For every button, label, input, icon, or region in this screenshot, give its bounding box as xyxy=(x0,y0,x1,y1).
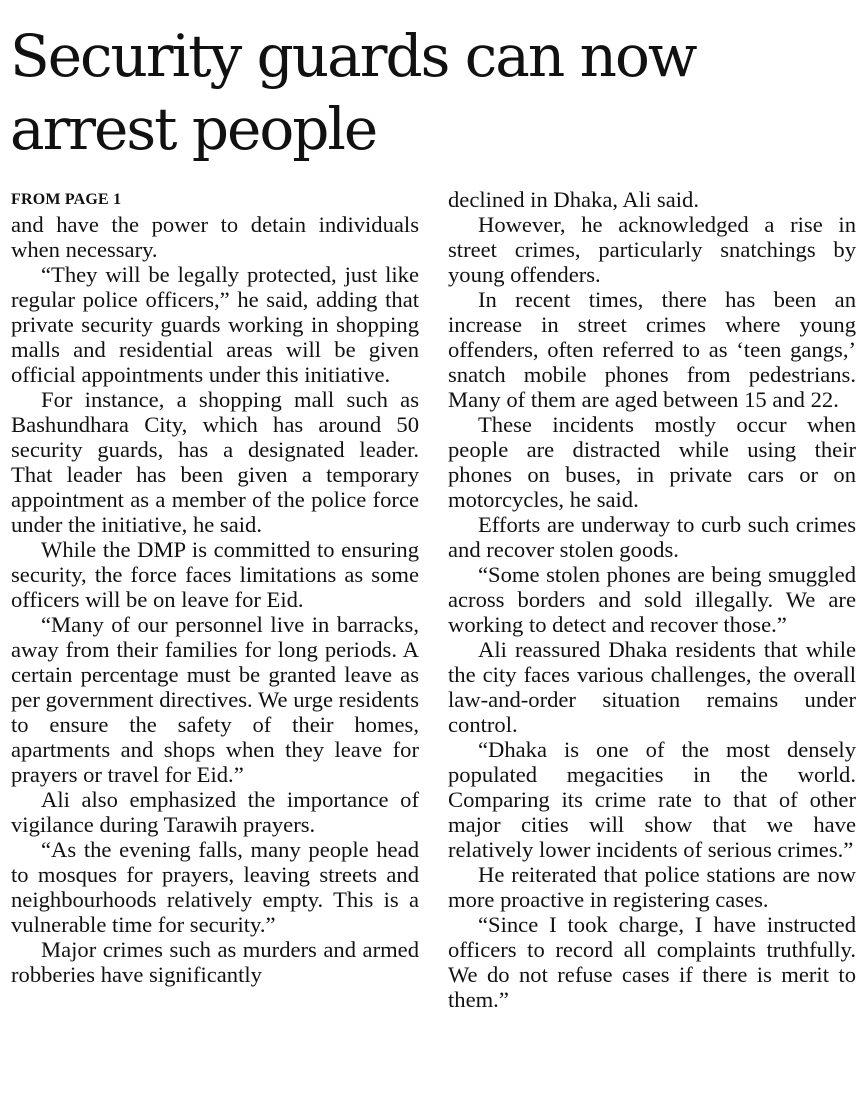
paragraph: In recent times, there has been an increase in street crimes where young offenders, often referred to as ‘teen gangs,’ snatch mobile phones from pedestrians. Many of them are aged between 15 and 22. xyxy=(448,287,856,412)
paragraph: For instance, a shopping mall such as Bashundhara City, which has around 50 security guards, has a designated leader. That leader has been given a temporary appointment as a member of the police force under the initiative, he said. xyxy=(11,387,419,537)
paragraph: “Dhaka is one of the most densely populated megacities in the world. Comparing its crime rate to that of other major cities will show that we have relatively lower incidents of serious crimes.” xyxy=(448,737,856,862)
paragraph: Ali also emphasized the importance of vigilance during Tarawih prayers. xyxy=(11,787,419,837)
paragraph: Ali reassured Dhaka residents that while the city faces various challenges, the overall law-and-order situation remains under control. xyxy=(448,637,856,737)
paragraph: While the DMP is committed to ensuring security, the force faces limitations as some officers will be on leave for Eid. xyxy=(11,537,419,612)
headline: Security guards can now arrest people xyxy=(10,22,696,163)
paragraph: He reiterated that police stations are now more proactive in registering cases. xyxy=(448,862,856,912)
paragraph: Efforts are underway to curb such crimes and recover stolen goods. xyxy=(448,512,856,562)
paragraph: These incidents mostly occur when people are distracted while using their phones on buses, in private cars or on motorcycles, he said. xyxy=(448,412,856,512)
paragraph: “Some stolen phones are being smuggled across borders and sold illegally. We are working to detect and recover those.” xyxy=(448,562,856,637)
paragraph: “They will be legally protected, just like regular police officers,” he said, adding that private security guards working in shopping malls and residential areas will be given official appointments under this initiative. xyxy=(11,262,419,387)
article-column-right xyxy=(448,187,856,1012)
paragraph: Major crimes such as murders and armed robberies have significantly xyxy=(11,937,419,987)
paragraph: However, he acknowledged a rise in street crimes, particularly snatchings by young offenders. xyxy=(448,212,856,287)
article-column-left xyxy=(11,187,419,987)
paragraph: and have the power to detain individuals when necessary. xyxy=(11,212,419,262)
paragraph: “As the evening falls, many people head to mosques for prayers, leaving streets and neighbourhoods relatively empty. This is a vulnerable time for security.” xyxy=(11,837,419,937)
continuation-label: FROM PAGE 1 xyxy=(11,191,122,208)
paragraph: “Since I took charge, I have instructed officers to record all complaints truthfully. We do not refuse cases if there is merit to them.” xyxy=(448,912,856,1012)
paragraph: declined in Dhaka, Ali said. xyxy=(448,187,699,212)
paragraph: “Many of our personnel live in barracks, away from their families for long periods. A certain percentage must be granted leave as per government directives. We urge residents to ensure the safety of their homes, apartments and shops when they leave for prayers or travel for Eid.” xyxy=(11,612,419,787)
